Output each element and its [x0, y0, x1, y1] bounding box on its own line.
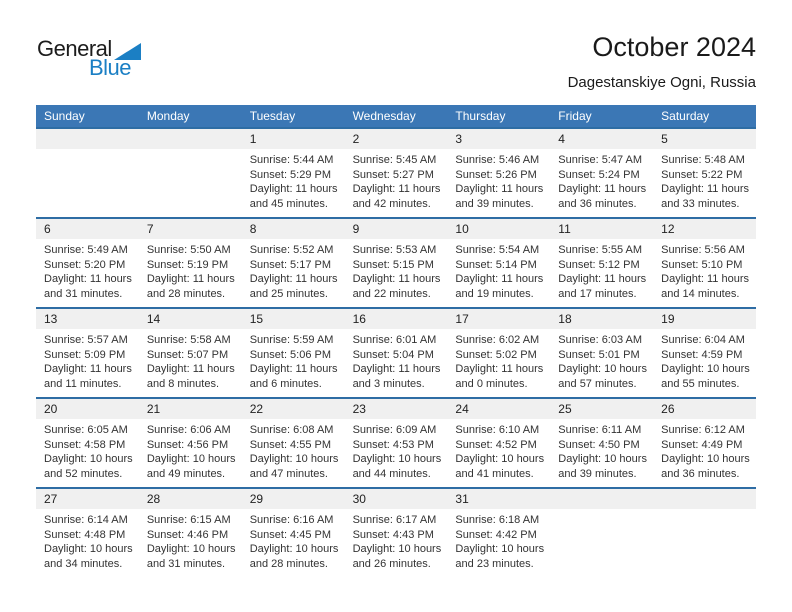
day-number: [653, 489, 756, 509]
weekday-thursday: Thursday: [455, 109, 506, 123]
day-detail-line: Daylight: 11 hours and 45 minutes.: [249, 183, 338, 210]
day-detail-line: Sunrise: 5:49 AM: [44, 244, 128, 256]
day-detail-line: Sunset: 5:20 PM: [44, 258, 126, 271]
day-detail-line: Sunrise: 6:14 AM: [44, 514, 128, 526]
day-cell-empty: [139, 129, 242, 217]
day-detail-line: Sunrise: 6:10 AM: [455, 424, 540, 436]
day-detail-line: Daylight: 11 hours and 6 minutes.: [249, 363, 338, 390]
day-details: [550, 419, 653, 481]
day-detail-line: Sunset: 5:02 PM: [455, 348, 537, 361]
day-number: 13: [36, 309, 139, 329]
day-number: 30: [345, 489, 448, 509]
day-detail-line: Daylight: 11 hours and 14 minutes.: [661, 273, 749, 300]
day-cell: [653, 309, 756, 397]
day-detail-line: Daylight: 11 hours and 8 minutes.: [146, 363, 235, 390]
day-number: 31: [447, 489, 550, 509]
day-cell: [36, 309, 139, 397]
day-cell: [345, 489, 448, 577]
day-detail-line: Daylight: 10 hours and 36 minutes.: [661, 453, 750, 480]
weekday-tuesday: Tuesday: [249, 109, 296, 123]
day-detail-line: Daylight: 11 hours and 33 minutes.: [661, 183, 749, 210]
day-detail-line: Sunset: 4:59 PM: [661, 348, 743, 361]
day-detail-line: Sunrise: 6:05 AM: [44, 424, 128, 436]
day-detail-line: Sunrise: 6:06 AM: [146, 424, 231, 436]
day-cell: [550, 399, 653, 487]
general-blue-logo: [37, 38, 141, 79]
day-details: [550, 329, 653, 391]
day-cell: [242, 309, 345, 397]
day-number: 1: [242, 129, 345, 149]
day-detail-line: Daylight: 10 hours and 55 minutes.: [661, 363, 750, 390]
day-detail-line: Sunset: 5:26 PM: [455, 168, 537, 181]
day-detail-line: Sunset: 4:46 PM: [146, 528, 229, 541]
day-detail-line: Sunset: 5:29 PM: [249, 168, 332, 181]
day-details: [36, 509, 139, 571]
day-detail-line: Sunrise: 5:58 AM: [146, 334, 231, 346]
day-cell: [36, 219, 139, 307]
day-number: 8: [242, 219, 345, 239]
day-detail-line: Sunrise: 6:15 AM: [146, 514, 231, 526]
day-details: [242, 419, 345, 481]
day-details: [653, 329, 756, 391]
day-detail-line: Sunrise: 6:16 AM: [249, 514, 334, 526]
weekday-saturday: Saturday: [661, 109, 710, 123]
day-detail-line: Sunrise: 6:02 AM: [455, 334, 540, 346]
day-detail-line: Sunset: 5:15 PM: [352, 258, 434, 271]
day-detail-line: Sunset: 4:55 PM: [249, 438, 332, 451]
day-detail-line: Sunrise: 5:44 AM: [249, 154, 334, 166]
day-detail-line: Sunrise: 6:04 AM: [661, 334, 745, 346]
day-detail-line: Sunset: 5:10 PM: [661, 258, 743, 271]
day-details: [447, 509, 550, 571]
day-detail-line: Sunset: 4:58 PM: [44, 438, 126, 451]
day-number: 28: [139, 489, 242, 509]
day-detail-line: Sunset: 4:48 PM: [44, 528, 126, 541]
day-number: 18: [550, 309, 653, 329]
day-detail-line: Sunset: 5:22 PM: [661, 168, 743, 181]
day-number: [139, 129, 242, 149]
day-detail-line: Sunrise: 5:46 AM: [455, 154, 540, 166]
day-details: [550, 149, 653, 211]
day-details: [653, 509, 756, 513]
day-number: 25: [550, 399, 653, 419]
day-detail-line: Daylight: 11 hours and 39 minutes.: [455, 183, 544, 210]
day-detail-line: Sunrise: 5:50 AM: [146, 244, 231, 256]
day-number: 19: [653, 309, 756, 329]
day-cell: [550, 309, 653, 397]
day-number: 24: [447, 399, 550, 419]
day-number: 15: [242, 309, 345, 329]
day-detail-line: Daylight: 10 hours and 47 minutes.: [249, 453, 339, 480]
day-detail-line: Daylight: 11 hours and 0 minutes.: [455, 363, 544, 390]
day-number: 23: [345, 399, 448, 419]
day-cell: [345, 129, 448, 217]
day-detail-line: Sunset: 4:43 PM: [352, 528, 434, 541]
day-details: [345, 509, 448, 571]
day-details: [345, 149, 448, 211]
day-details: [139, 419, 242, 481]
day-details: [242, 509, 345, 571]
day-cell: [139, 489, 242, 577]
day-cell: [345, 219, 448, 307]
day-number: 9: [345, 219, 448, 239]
day-detail-line: Sunset: 4:53 PM: [352, 438, 434, 451]
day-detail-line: Sunrise: 5:48 AM: [661, 154, 745, 166]
day-detail-line: Sunset: 5:27 PM: [352, 168, 434, 181]
day-detail-line: Sunrise: 6:12 AM: [661, 424, 745, 436]
calendar-weeks: [36, 127, 756, 577]
page-title: October 2024: [592, 32, 756, 62]
day-details: [550, 239, 653, 301]
day-detail-line: Sunset: 5:14 PM: [455, 258, 537, 271]
day-cell: [242, 219, 345, 307]
day-detail-line: Daylight: 10 hours and 44 minutes.: [352, 453, 442, 480]
day-details: [447, 329, 550, 391]
day-cell: [36, 399, 139, 487]
day-detail-line: Sunset: 5:09 PM: [44, 348, 126, 361]
day-number: 14: [139, 309, 242, 329]
day-detail-line: Sunrise: 5:45 AM: [352, 154, 437, 166]
day-cell-empty: [550, 489, 653, 577]
day-cell: [139, 309, 242, 397]
day-cell: [447, 489, 550, 577]
day-detail-line: Daylight: 11 hours and 11 minutes.: [44, 363, 132, 390]
logo-text-general: General: [37, 36, 112, 61]
day-number: 5: [653, 129, 756, 149]
day-detail-line: Daylight: 11 hours and 28 minutes.: [146, 273, 235, 300]
day-number: 16: [345, 309, 448, 329]
day-detail-line: Daylight: 11 hours and 22 minutes.: [352, 273, 441, 300]
weekday-monday: Monday: [146, 109, 190, 123]
day-detail-line: Sunrise: 5:57 AM: [44, 334, 128, 346]
day-cell: [242, 399, 345, 487]
day-detail-line: Sunrise: 6:18 AM: [455, 514, 540, 526]
day-details: [36, 329, 139, 391]
day-details: [447, 149, 550, 211]
day-detail-line: Sunset: 4:49 PM: [661, 438, 743, 451]
day-detail-line: Sunset: 5:07 PM: [146, 348, 229, 361]
day-cell-empty: [653, 489, 756, 577]
day-detail-line: Sunset: 5:24 PM: [558, 168, 640, 181]
day-detail-line: Sunset: 5:19 PM: [146, 258, 229, 271]
page-subtitle: Dagestanskiye Ogni, Russia: [567, 74, 756, 91]
day-cell: [653, 129, 756, 217]
day-details: [653, 149, 756, 211]
day-cell: [36, 489, 139, 577]
day-details: [139, 149, 242, 153]
day-details: [139, 329, 242, 391]
day-detail-line: Sunrise: 6:09 AM: [352, 424, 437, 436]
day-detail-line: Sunset: 5:04 PM: [352, 348, 434, 361]
day-detail-line: Sunrise: 5:47 AM: [558, 154, 643, 166]
day-detail-line: Sunrise: 5:54 AM: [455, 244, 540, 256]
day-cell: [447, 129, 550, 217]
day-details: [242, 149, 345, 211]
day-number: 21: [139, 399, 242, 419]
day-detail-line: Daylight: 10 hours and 57 minutes.: [558, 363, 647, 390]
day-detail-line: Daylight: 11 hours and 17 minutes.: [558, 273, 647, 300]
title-block: [568, 33, 756, 91]
day-details: [242, 329, 345, 391]
weekday-wednesday: Wednesday: [352, 109, 416, 123]
day-details: [345, 239, 448, 301]
day-details: [345, 329, 448, 391]
day-detail-line: Daylight: 10 hours and 49 minutes.: [146, 453, 236, 480]
day-details: [139, 509, 242, 571]
day-detail-line: Daylight: 11 hours and 31 minutes.: [44, 273, 132, 300]
day-detail-line: Sunset: 5:17 PM: [249, 258, 332, 271]
day-details: [139, 239, 242, 301]
day-detail-line: Sunrise: 5:55 AM: [558, 244, 643, 256]
day-cell: [653, 219, 756, 307]
day-number: 12: [653, 219, 756, 239]
day-detail-line: Daylight: 11 hours and 42 minutes.: [352, 183, 441, 210]
day-details: [345, 419, 448, 481]
day-detail-line: Daylight: 10 hours and 39 minutes.: [558, 453, 647, 480]
day-detail-line: Sunrise: 5:56 AM: [661, 244, 745, 256]
day-number: 26: [653, 399, 756, 419]
week-row: [36, 397, 756, 487]
day-detail-line: Daylight: 11 hours and 36 minutes.: [558, 183, 647, 210]
day-cell: [345, 309, 448, 397]
calendar-grid: [36, 105, 756, 577]
day-number: 22: [242, 399, 345, 419]
day-number: 27: [36, 489, 139, 509]
day-details: [36, 419, 139, 481]
day-cell: [242, 489, 345, 577]
day-number: 17: [447, 309, 550, 329]
logo-text-blue: Blue: [89, 55, 132, 80]
day-detail-line: Sunrise: 6:11 AM: [558, 424, 642, 436]
day-number: 11: [550, 219, 653, 239]
weekday-sunday: Sunday: [44, 109, 85, 123]
day-cell: [447, 219, 550, 307]
day-detail-line: Sunrise: 6:17 AM: [352, 514, 437, 526]
day-details: [447, 419, 550, 481]
weekday-header-row: [36, 105, 756, 127]
day-cell: [653, 399, 756, 487]
day-detail-line: Sunset: 4:52 PM: [455, 438, 537, 451]
day-details: [242, 239, 345, 301]
day-detail-line: Daylight: 10 hours and 41 minutes.: [455, 453, 545, 480]
day-details: [36, 149, 139, 153]
day-cell: [447, 399, 550, 487]
day-number: 29: [242, 489, 345, 509]
day-number: 7: [139, 219, 242, 239]
day-cell: [139, 219, 242, 307]
day-detail-line: Sunset: 4:42 PM: [455, 528, 537, 541]
day-detail-line: Sunrise: 6:08 AM: [249, 424, 334, 436]
week-row: [36, 487, 756, 577]
day-detail-line: Sunset: 4:45 PM: [249, 528, 332, 541]
day-detail-line: Sunrise: 5:53 AM: [352, 244, 437, 256]
day-details: [447, 239, 550, 301]
day-detail-line: Daylight: 10 hours and 23 minutes.: [455, 543, 545, 570]
day-detail-line: Daylight: 10 hours and 28 minutes.: [249, 543, 339, 570]
day-number: 10: [447, 219, 550, 239]
day-cell: [550, 129, 653, 217]
day-number: 6: [36, 219, 139, 239]
day-detail-line: Sunset: 4:56 PM: [146, 438, 229, 451]
day-number: 2: [345, 129, 448, 149]
day-detail-line: Sunset: 5:06 PM: [249, 348, 332, 361]
day-cell-empty: [36, 129, 139, 217]
day-cell: [139, 399, 242, 487]
day-cell: [242, 129, 345, 217]
day-detail-line: Daylight: 11 hours and 3 minutes.: [352, 363, 441, 390]
day-details: [653, 419, 756, 481]
day-cell: [447, 309, 550, 397]
weekday-friday: Friday: [558, 109, 592, 123]
day-detail-line: Sunrise: 5:52 AM: [249, 244, 334, 256]
day-detail-line: Daylight: 10 hours and 34 minutes.: [44, 543, 133, 570]
day-cell: [345, 399, 448, 487]
day-number: 4: [550, 129, 653, 149]
day-number: 3: [447, 129, 550, 149]
week-row: [36, 307, 756, 397]
day-detail-line: Daylight: 10 hours and 26 minutes.: [352, 543, 442, 570]
day-detail-line: Sunrise: 6:01 AM: [352, 334, 437, 346]
day-cell: [550, 219, 653, 307]
day-number: 20: [36, 399, 139, 419]
day-number: [550, 489, 653, 509]
day-detail-line: Daylight: 10 hours and 52 minutes.: [44, 453, 133, 480]
day-detail-line: Daylight: 11 hours and 19 minutes.: [455, 273, 544, 300]
day-detail-line: Sunset: 5:12 PM: [558, 258, 640, 271]
day-details: [36, 239, 139, 301]
day-detail-line: Sunset: 4:50 PM: [558, 438, 640, 451]
week-row: [36, 217, 756, 307]
day-detail-line: Sunrise: 6:03 AM: [558, 334, 643, 346]
week-row: [36, 127, 756, 217]
day-detail-line: Sunset: 5:01 PM: [558, 348, 640, 361]
day-number: [36, 129, 139, 149]
day-detail-line: Sunrise: 5:59 AM: [249, 334, 334, 346]
day-details: [550, 509, 653, 513]
day-details: [653, 239, 756, 301]
day-detail-line: Daylight: 11 hours and 25 minutes.: [249, 273, 338, 300]
day-detail-line: Daylight: 10 hours and 31 minutes.: [146, 543, 236, 570]
